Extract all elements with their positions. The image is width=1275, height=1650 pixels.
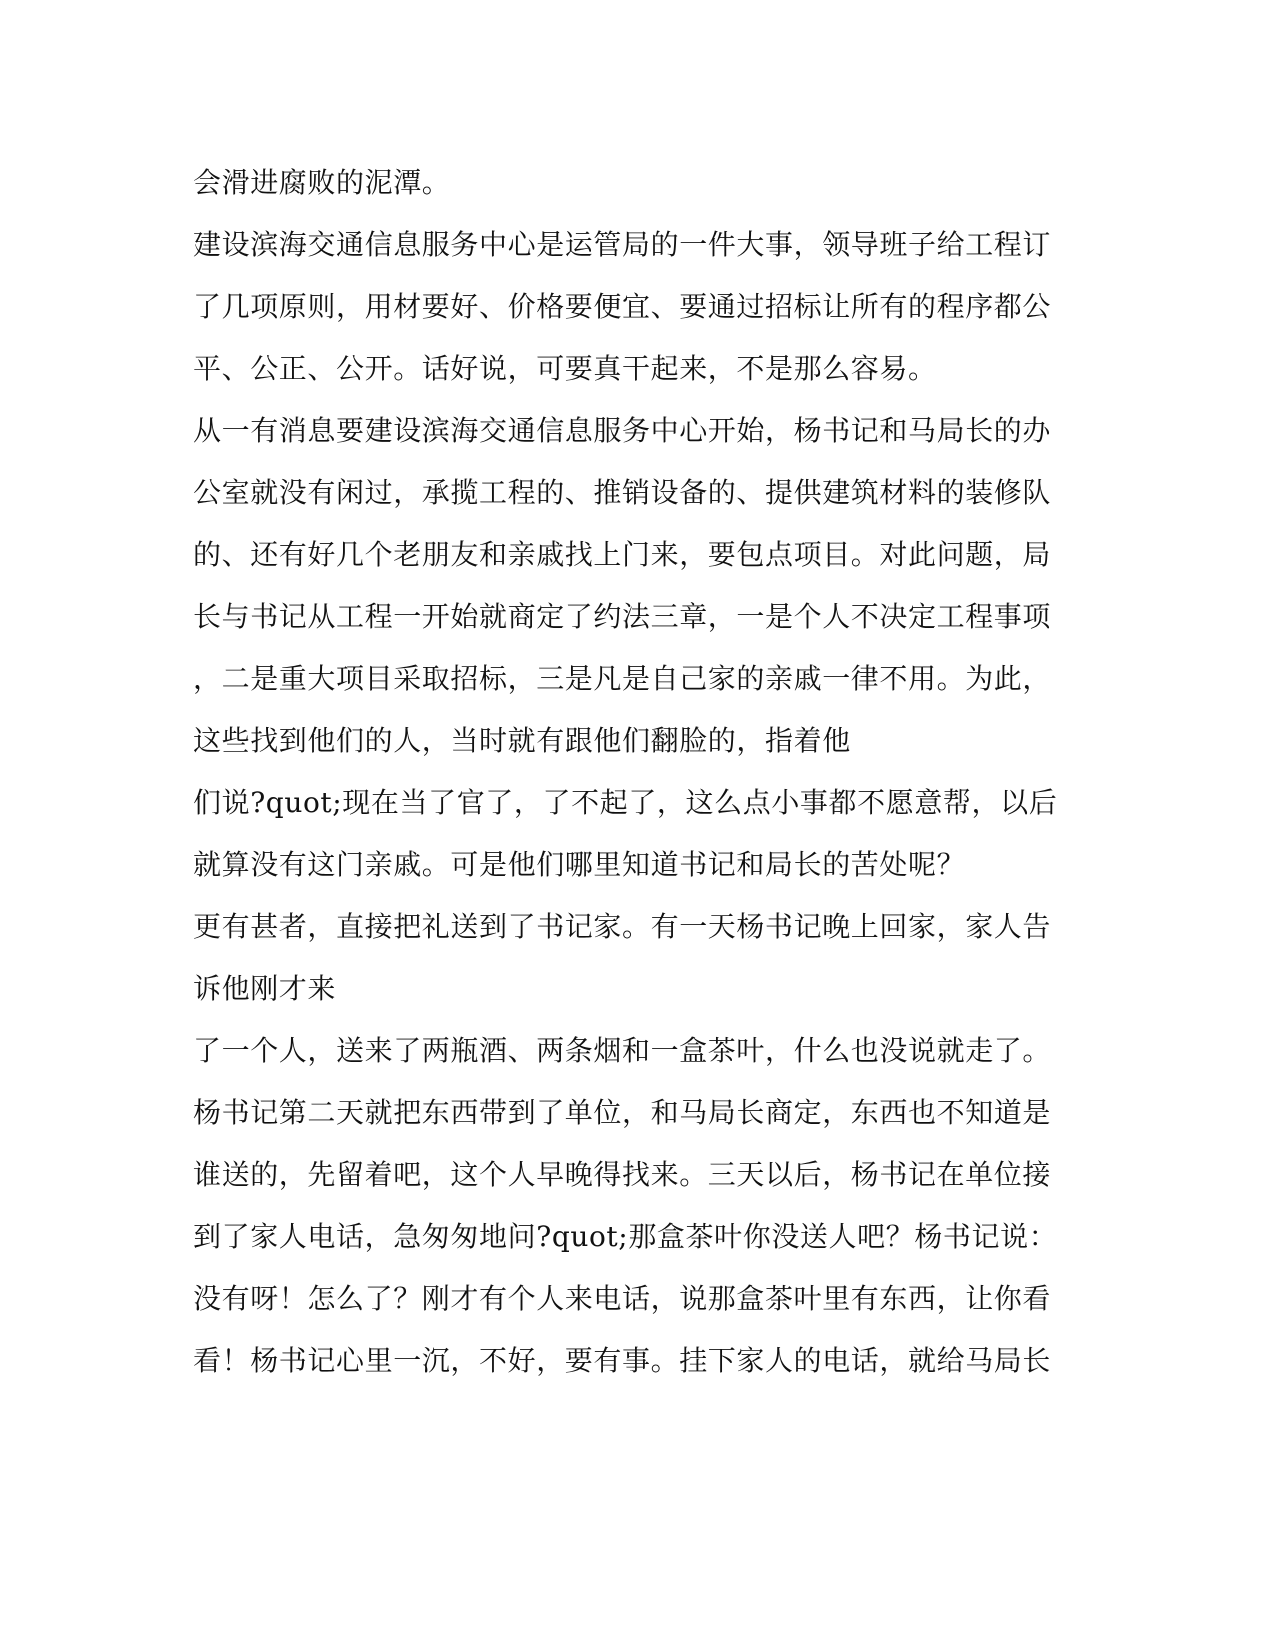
text-line: 会滑进腐败的泥潭。 — [193, 166, 451, 199]
text-line: 了一个人，送来了两瓶酒、两条烟和一盒茶叶，什么也没说就走了。 — [193, 1034, 1052, 1067]
text-line: 了几项原则，用材要好、价格要便宜、要通过招标让所有的程序都公 — [193, 290, 1052, 323]
text-line: 没有呀！怎么了？刚才有个人来电话，说那盒茶叶里有东西，让你看 — [193, 1282, 1052, 1315]
text-line: 更有甚者，直接把礼送到了书记家。有一天杨书记晚上回家，家人告 — [193, 910, 1052, 943]
text-line: 的、还有好几个老朋友和亲戚找上门来，要包点项目。对此问题，局 — [193, 538, 1052, 571]
text-line: 看！杨书记心里一沉，不好，要有事。挂下家人的电话，就给马局长 — [193, 1344, 1052, 1377]
text-line: 平、公正、公开。话好说，可要真干起来，不是那么容易。 — [193, 352, 937, 385]
text-line: 谁送的，先留着吧，这个人早晚得找来。三天以后，杨书记在单位接 — [193, 1158, 1052, 1191]
text-line: 长与书记从工程一开始就商定了约法三章，一是个人不决定工程事项 — [193, 600, 1052, 633]
text-line: 这些找到他们的人，当时就有跟他们翻脸的，指着他 — [193, 724, 851, 757]
text-line: 建设滨海交通信息服务中心是运管局的一件大事，领导班子给工程订 — [193, 228, 1052, 261]
text-line: 从一有消息要建设滨海交通信息服务中心开始，杨书记和马局长的办 — [193, 414, 1052, 447]
text-line: ，二是重大项目采取招标，三是凡是自己家的亲戚一律不用。为此， — [193, 662, 1052, 695]
text-line: 公室就没有闲过，承揽工程的、推销设备的、提供建筑材料的装修队 — [193, 476, 1052, 509]
text-line: 杨书记第二天就把东西带到了单位，和马局长商定，东西也不知道是 — [193, 1096, 1052, 1129]
text-line: 到了家人电话，急匆匆地问?quot;那盒茶叶你没送人吧？杨书记说： — [193, 1220, 1058, 1253]
text-line: 诉他刚才来 — [193, 972, 337, 1005]
text-line: 就算没有这门亲戚。可是他们哪里知道书记和局长的苦处呢？ — [193, 848, 966, 881]
text-line: 们说?quot;现在当了官了，了不起了，这么点小事都不愿意帮，以后 — [193, 786, 1058, 819]
